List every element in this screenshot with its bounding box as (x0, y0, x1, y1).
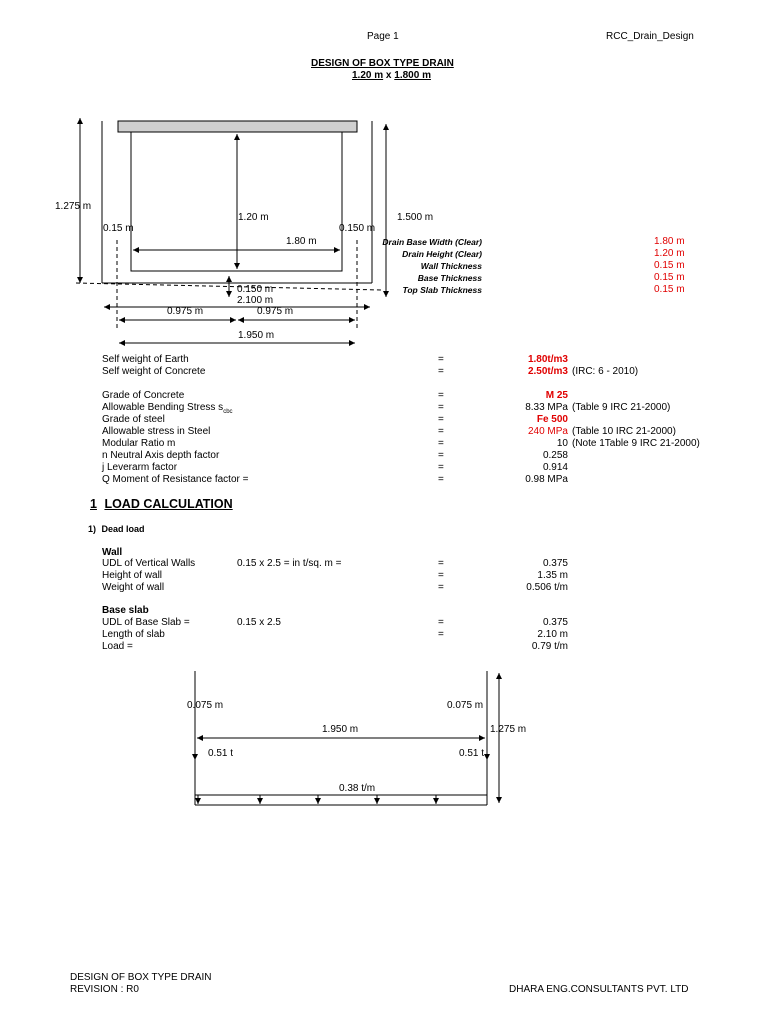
calc-label: Load = (102, 641, 133, 652)
property-value: 10 (556, 438, 568, 449)
property-label (102, 462, 177, 474)
summary-value: 1.20 m (654, 248, 685, 259)
summary-label: Drain Height (Clear) (402, 249, 482, 259)
property-label (102, 474, 248, 486)
equals-sign: = (438, 354, 444, 365)
label-load-height: 1.275 m (490, 724, 527, 735)
calc-label: UDL of Base Slab = (102, 617, 190, 628)
section-number: 1 (90, 497, 97, 511)
property-note: (Note 1Table 9 IRC 21-2000) (572, 438, 700, 449)
equals-sign: = (438, 462, 444, 473)
calc-formula: 0.15 x 2.5 = in t/sq. m = (237, 558, 342, 569)
dim-separator: x (385, 70, 392, 81)
equals-sign: = (438, 402, 444, 413)
property-label-text: Allowable stress in Steel (102, 426, 211, 437)
equals-sign: = (438, 414, 444, 425)
property-label-text: Grade of Concrete (102, 390, 185, 401)
section-heading (90, 497, 233, 511)
property-value: 1.80t/m3 (527, 354, 568, 365)
summary-value: 0.15 m (654, 272, 685, 283)
calc-label: Length of slab (102, 629, 165, 640)
property-label (102, 354, 189, 366)
property-label-text: j Leverarm factor (102, 462, 178, 473)
property-value: 2.50t/m3 (527, 366, 568, 377)
calc-label: Height of wall (102, 570, 163, 581)
property-value: M 25 (545, 390, 568, 401)
property-note: (IRC: 6 - 2010) (572, 366, 639, 377)
calc-formula: 0.15 x 2.5 (237, 617, 281, 628)
calc-label: UDL of Vertical Walls (102, 558, 196, 569)
label-half-right: 0.975 m (257, 306, 294, 317)
label-clear-width: 1.80 m (286, 236, 317, 247)
equals-sign: = (438, 474, 444, 485)
property-value: 0.98 MPa (525, 474, 568, 485)
property-note: (Table 10 IRC 21-2000) (572, 426, 676, 437)
drain-width: 1.20 m (352, 70, 384, 81)
label-point-load-left: 0.51 t (208, 748, 234, 759)
equals-sign: = (438, 450, 444, 461)
property-value: 0.914 (542, 462, 568, 473)
property-value: 0.258 (542, 450, 568, 461)
property-label (102, 366, 205, 378)
label-wall-left: 0.15 m (103, 223, 134, 234)
label-udl: 0.38 t/m (339, 783, 376, 794)
property-value: 8.33 MPa (525, 402, 568, 413)
dead-load-number: 1) (88, 524, 97, 534)
equals-sign: = (438, 570, 444, 581)
property-label-text: Self weight of Concrete (102, 366, 206, 377)
footer-doc-title: DESIGN OF BOX TYPE DRAIN (70, 972, 212, 983)
property-label-text: Modular Ratio m (102, 438, 176, 449)
calc-value: 0.506 t/m (526, 582, 568, 593)
calc-value: 1.35 m (537, 570, 568, 581)
summary-value: 0.15 m (654, 284, 685, 295)
equals-sign: = (438, 629, 444, 640)
calc-label: Weight of wall (102, 582, 165, 593)
base-slab-heading: Base slab (102, 605, 149, 616)
property-label-text: n Neutral Axis depth factor (102, 450, 220, 461)
section-title: LOAD CALCULATION (104, 497, 233, 511)
label-offset-right: 0.075 m (447, 700, 484, 711)
property-label (102, 450, 219, 462)
label-centre-width: 1.950 m (238, 330, 275, 341)
property-label (102, 426, 210, 438)
label-offset-left: 0.075 m (187, 700, 224, 711)
property-label-text: Allowable Bending Stress s (102, 402, 224, 413)
property-label (102, 414, 165, 426)
equals-sign: = (438, 426, 444, 437)
footer-revision: REVISION : R0 (70, 984, 139, 995)
property-value: 240 MPa (527, 426, 568, 437)
file-name: RCC_Drain_Design (606, 31, 694, 42)
drain-height: 1.800 m (394, 70, 431, 81)
footer-company: DHARA ENG.CONSULTANTS PVT. LTD (509, 984, 689, 995)
label-left-height: 1.275 m (55, 201, 92, 212)
equals-sign: = (438, 617, 444, 628)
calc-value: 0.79 t/m (531, 641, 568, 652)
equals-sign: = (438, 558, 444, 569)
equals-sign: = (438, 582, 444, 593)
wall-heading: Wall (102, 547, 123, 558)
summary-label: Wall Thickness (420, 261, 482, 271)
equals-sign: = (438, 438, 444, 449)
summary-label: Base Thickness (417, 273, 482, 283)
property-label (102, 438, 175, 450)
dead-load-title: Dead load (101, 524, 145, 534)
property-label (102, 390, 184, 402)
equals-sign: = (438, 366, 444, 377)
property-label-text: Q Moment of Resistance factor = (102, 474, 249, 485)
summary-value: 0.15 m (654, 260, 685, 271)
label-outer-height: 1.500 m (397, 212, 434, 223)
page-number: Page 1 (367, 31, 399, 42)
property-label-text: Grade of steel (102, 414, 165, 425)
property-label-text: Self weight of Earth (102, 354, 189, 365)
property-note: (Table 9 IRC 21-2000) (572, 402, 671, 413)
page-title: DESIGN OF BOX TYPE DRAIN (311, 58, 454, 69)
summary-label: Drain Base Width (Clear) (382, 237, 482, 247)
label-point-load-right: 0.51 t (459, 748, 485, 759)
label-half-left: 0.975 m (167, 306, 204, 317)
label-wall-right: 0.150 m (339, 223, 376, 234)
label-base-thickness: 0.150 m (237, 284, 274, 295)
label-total-width: 2.100 m (237, 295, 274, 306)
label-inner-height: 1.20 m (238, 212, 269, 223)
summary-label: Top Slab Thickness (402, 285, 482, 295)
property-label-subscript: cbc (223, 409, 233, 415)
label-span: 1.950 m (322, 724, 359, 735)
dead-load-heading (88, 523, 145, 535)
property-value: Fe 500 (536, 414, 568, 425)
summary-value: 1.80 m (654, 236, 685, 247)
calc-value: 0.375 (542, 558, 568, 569)
calc-value: 2.10 m (537, 629, 568, 640)
equals-sign: = (438, 390, 444, 401)
calc-value: 0.375 (542, 617, 568, 628)
top-slab (118, 121, 357, 132)
